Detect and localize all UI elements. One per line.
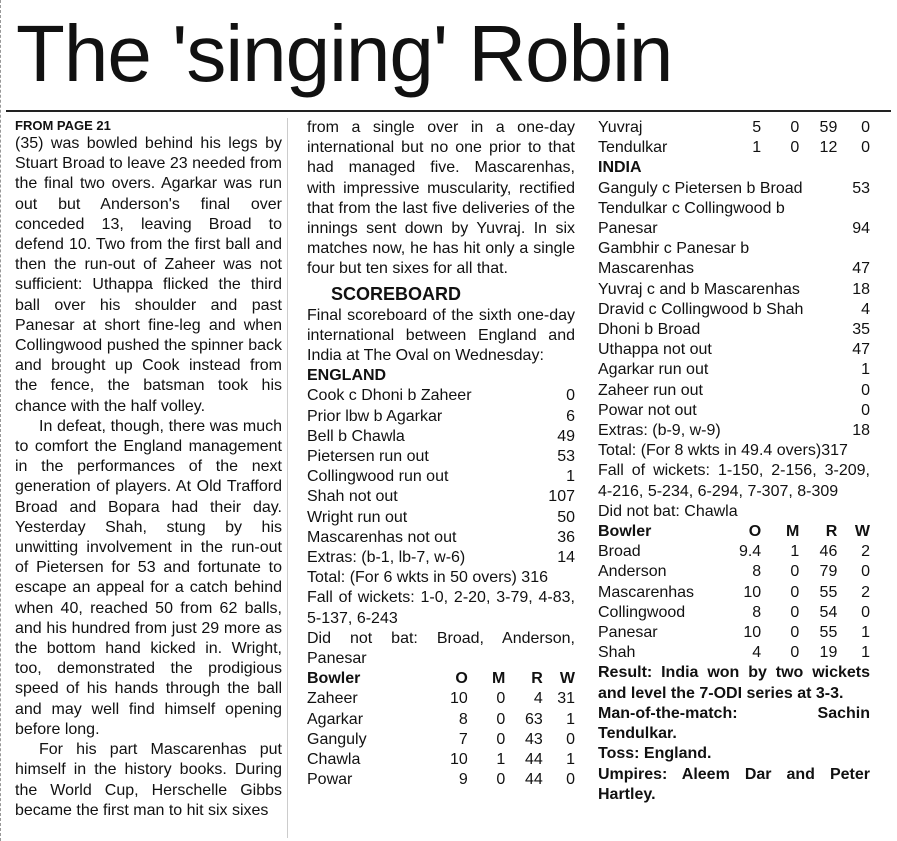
- bowling-figure: 44: [525, 751, 543, 769]
- paragraph: (35) was bowled behind his legs by Stuart Broad to leave 23 needed from the final two overs. Agarkar was run out but Anderson's final over conceded 13, leaving Broad to defend 10. Two from the first ball and then the run-out of Zaheer was not sufficient: Uthappa flicked the third ball over his shoulder and past Panesar at short fine-leg and when Collingwood pushed the spinner back and brought up Cook instead from the fence, the batsman took his chance with the half volley.: [15, 135, 282, 415]
- article-column-1: [15, 118, 282, 821]
- bowling-row: [598, 603, 870, 623]
- scoreboard-intro: Final scoreboard of the sixth one-day international between England and India at The Oval on Wednesday:: [307, 306, 575, 365]
- bowling-figure: 44: [525, 771, 543, 789]
- bowling-figure: 8: [458, 710, 468, 728]
- bowling-figure: 1: [566, 710, 575, 728]
- batting-row: [598, 280, 870, 300]
- batting-list-england: [307, 386, 575, 568]
- batting-row: [598, 340, 870, 360]
- batting-row: [307, 386, 575, 406]
- batsman-name: Yuvraj c and b Mascarenhas: [598, 280, 800, 298]
- batting-row: [598, 360, 870, 380]
- bowling-figure: 8: [752, 603, 762, 621]
- article-column-2: [307, 118, 575, 791]
- batsman-name: Pietersen run out: [307, 448, 429, 466]
- team-heading-england: ENGLAND: [307, 367, 387, 385]
- bowling-figure: 54: [819, 603, 838, 621]
- did-not-bat: Did not bat: Chawla: [598, 502, 738, 520]
- bowler-name: Shah: [598, 644, 636, 662]
- bowling-figure: 0: [861, 563, 870, 581]
- bowling-header-cell: R: [825, 523, 838, 541]
- bowling-figure: 0: [496, 690, 506, 708]
- bowler-name: Panesar: [598, 624, 658, 642]
- batsman-name: Mascarenhas: [598, 260, 695, 278]
- bowling-figure: 7: [458, 730, 468, 748]
- bowling-row: [307, 689, 575, 709]
- bowler-name: Mascarenhas: [598, 583, 695, 601]
- fall-of-wickets: Fall of wickets: 1-150, 2-156, 3-209, 4-216, 5-234, 6-294, 7-307, 8-309: [598, 462, 870, 500]
- batsman-name: Wright run out: [307, 508, 408, 526]
- batsman-runs: 49: [557, 427, 575, 445]
- batting-row: [598, 421, 870, 441]
- bowling-table-england: [598, 522, 870, 663]
- batsman-name: Dhoni b Broad: [598, 321, 701, 339]
- batsman-runs: 47: [852, 260, 870, 278]
- batting-row: [598, 300, 870, 320]
- bowling-header-cell: O: [748, 523, 762, 541]
- bowling-row: [307, 770, 575, 790]
- batsman-runs: 18: [852, 422, 870, 440]
- bowling-header-row: [598, 522, 870, 542]
- bowling-figure: 0: [861, 139, 870, 157]
- bowling-table-india: [307, 669, 575, 790]
- batsman-runs: 0: [861, 381, 870, 399]
- paragraph: from a single over in a one-day international but no one prior to that had managed five. Mascarenhas, with impressive muscularity, rectified that from the last five deliveries of the innings sent down by Yuvraj. In six matches now, he has hit only a single four but ten sixes for all that.: [307, 119, 575, 278]
- batsman-name: Zaheer run out: [598, 381, 703, 399]
- bowling-figure: 0: [861, 603, 870, 621]
- bowling-figure: 0: [790, 139, 800, 157]
- bowling-figure: 0: [496, 730, 506, 748]
- bowling-figure: 2: [861, 583, 870, 601]
- bowling-table-continued: [598, 118, 870, 158]
- bowler-name: Broad: [598, 543, 641, 561]
- cut-line: [0, 0, 8, 841]
- bowling-figure: 0: [861, 119, 870, 136]
- bowling-figure: 4: [533, 690, 543, 708]
- batsman-runs: 1: [861, 361, 870, 379]
- batsman-runs: 36: [557, 528, 575, 546]
- bowler-name: Ganguly: [307, 730, 367, 748]
- batsman-runs: 94: [852, 220, 870, 238]
- batsman-runs: 107: [548, 488, 575, 506]
- bowling-row: [307, 710, 575, 730]
- bowling-figure: 55: [819, 624, 838, 642]
- bowling-figure: 0: [790, 603, 800, 621]
- bowling-figure: 59: [819, 119, 838, 136]
- bowling-figure: 63: [525, 710, 543, 728]
- bowling-figure: 19: [819, 644, 838, 662]
- result-line: Result: India won by two wickets and level the 7-ODI series at 3-3.: [598, 664, 870, 702]
- batting-row: [307, 407, 575, 427]
- bowling-figure: 1: [496, 751, 506, 769]
- bowling-header-row: [307, 669, 575, 689]
- bowling-figure: 1: [861, 644, 870, 662]
- toss-line: Toss: England.: [598, 745, 712, 763]
- batting-row: [598, 401, 870, 421]
- total-line: Total: (For 6 wkts in 50 overs) 316: [307, 569, 548, 587]
- bowling-header-cell: R: [531, 670, 543, 688]
- batting-row: [307, 548, 575, 568]
- bowling-row: [598, 583, 870, 603]
- bowling-row: [307, 730, 575, 750]
- bowling-figure: 46: [819, 543, 838, 561]
- batsman-name: Collingwood run out: [307, 468, 449, 486]
- batsman-name: Extras: (b-1, lb-7, w-6): [307, 549, 466, 567]
- bowling-row: [598, 118, 870, 138]
- bowler-name: Tendulkar: [598, 139, 668, 157]
- batsman-runs: 14: [557, 549, 575, 567]
- bowling-figure: 10: [449, 751, 468, 769]
- batsman-runs: 6: [566, 407, 575, 425]
- bowling-figure: 10: [743, 624, 762, 642]
- bowler-name: Powar: [307, 771, 353, 789]
- batting-row: [307, 528, 575, 548]
- batsman-runs: 18: [852, 280, 870, 298]
- batting-row: [598, 381, 870, 401]
- kicker: FROM PAGE 21: [15, 118, 111, 133]
- bowling-figure: 55: [819, 583, 838, 601]
- bowler-name: Collingwood: [598, 603, 686, 621]
- bowler-name: Chawla: [307, 751, 361, 769]
- bowling-row: [307, 750, 575, 770]
- bowling-figure: 9.4: [738, 543, 762, 561]
- batsman-name: Bell b Chawla: [307, 427, 405, 445]
- batsman-runs: 50: [557, 508, 575, 526]
- bowling-header-cell: O: [455, 670, 468, 688]
- bowler-name: Zaheer: [307, 690, 358, 708]
- bowling-figure: 0: [496, 710, 506, 728]
- bowling-figure: 9: [458, 771, 468, 789]
- batsman-name: Ganguly c Pietersen b Broad: [598, 179, 803, 197]
- bowling-header-cell: Bowler: [598, 523, 652, 541]
- man-of-the-match: Man-of-the-match: Sachin Tendulkar.: [598, 704, 870, 743]
- bowling-figure: 43: [525, 730, 543, 748]
- batsman-runs: 4: [861, 300, 870, 318]
- paragraph: In defeat, though, there was much to comfort the England management in the performances of the next generation of players. At Old Trafford Broad and Bopara had their day. Yesterday Shah, stung by his unwitting involvement in the run-out of Pietersen for 53 and fortunate to escape an appeal for a catch behind when 40, reached 50 from 62 balls, and his hundred from just 29 more as the bottom hand kicked in. Wright, too, demonstrated the prodigious speed of his hands through the ball and may well find himself opening before long.: [15, 417, 282, 738]
- article-column-3: [598, 118, 870, 805]
- batting-row: [307, 447, 575, 467]
- bowling-row: [598, 643, 870, 663]
- bowling-header-cell: M: [491, 670, 506, 688]
- bowling-header-cell: Bowler: [307, 670, 361, 688]
- bowler-name: Yuvraj: [598, 119, 643, 136]
- batting-row: [598, 219, 870, 239]
- batsman-name: Shah not out: [307, 488, 398, 506]
- bowling-header-cell: M: [785, 523, 800, 541]
- bowling-figure: 0: [566, 771, 575, 789]
- bowling-figure: 0: [790, 624, 800, 642]
- batsman-name: Cook c Dhoni b Zaheer: [307, 387, 472, 405]
- batsman-name: Uthappa not out: [598, 341, 712, 359]
- batsman-runs: 1: [566, 468, 575, 486]
- bowling-figure: 0: [496, 771, 506, 789]
- bowling-figure: 79: [819, 563, 838, 581]
- bowling-figure: 5: [752, 119, 762, 136]
- bowling-figure: 1: [566, 751, 575, 769]
- batsman-runs: 35: [852, 321, 870, 339]
- batsman-runs: 53: [557, 448, 575, 466]
- bowler-name: Agarkar: [307, 710, 364, 728]
- bowling-figure: 8: [752, 563, 762, 581]
- batting-row: [598, 179, 870, 199]
- batsman-name: Tendulkar c Collingwood b: [598, 199, 785, 217]
- fall-of-wickets: Fall of wickets: 1-0, 2-20, 3-79, 4-83, 5-137, 6-243: [307, 589, 575, 627]
- bowling-figure: 0: [790, 644, 800, 662]
- headline-area: [6, 6, 891, 112]
- bowling-row: [598, 562, 870, 582]
- bowling-figure: 0: [790, 119, 800, 136]
- batting-row: [307, 427, 575, 447]
- bowling-figure: 10: [449, 690, 468, 708]
- bowling-figure: 1: [861, 624, 870, 642]
- batsman-runs: 0: [566, 387, 575, 405]
- bowling-figure: 0: [566, 730, 575, 748]
- batting-row: [598, 259, 870, 279]
- column-rule: [287, 118, 288, 838]
- batsman-name: Dravid c Collingwood b Shah: [598, 300, 804, 318]
- did-not-bat: Did not bat: Broad, Anderson, Panesar: [307, 629, 575, 668]
- bowling-figure: 10: [743, 583, 762, 601]
- batting-row: [307, 487, 575, 507]
- bowling-figure: 31: [557, 690, 575, 708]
- bowler-name: Anderson: [598, 563, 667, 581]
- bowling-figure: 0: [790, 563, 800, 581]
- batsman-name: Mascarenhas not out: [307, 528, 457, 546]
- batsman-name: Gambhir c Panesar b: [598, 240, 750, 258]
- batting-row: [598, 320, 870, 340]
- bowling-figure: 1: [790, 543, 800, 561]
- batsman-runs: 47: [852, 341, 870, 359]
- batsman-runs: 53: [852, 179, 870, 197]
- total-line: Total: (For 8 wkts in 49.4 overs)317: [598, 442, 848, 460]
- team-heading-india: INDIA: [598, 159, 642, 177]
- batsman-name: Agarkar run out: [598, 361, 709, 379]
- paragraph: For his part Mascarenhas put himself in the history books. During the World Cup, Herschelle Gibbs became the first man to hit six sixes: [15, 741, 282, 819]
- bowling-figure: 0: [790, 583, 800, 601]
- batting-row: [307, 508, 575, 528]
- scoreboard-heading: SCOREBOARD: [331, 283, 462, 304]
- bowling-row: [598, 138, 870, 158]
- batsman-name: Prior lbw b Agarkar: [307, 407, 443, 425]
- batsman-runs: [842, 199, 870, 219]
- page-title: The 'singing' Robin: [16, 9, 673, 98]
- batsman-name: Panesar: [598, 220, 658, 238]
- bowling-figure: 1: [752, 139, 762, 157]
- umpires-line: Umpires: Aleem Dar and Peter Hartley.: [598, 765, 870, 803]
- batsman-runs: [842, 239, 870, 259]
- bowling-row: [598, 542, 870, 562]
- bowling-header-cell: W: [559, 670, 575, 688]
- batting-list-india: [598, 179, 870, 442]
- bowling-figure: 2: [861, 543, 870, 561]
- batting-row: [307, 467, 575, 487]
- bowling-row: [598, 623, 870, 643]
- batting-row: [598, 239, 870, 259]
- bowling-header-cell: W: [854, 523, 870, 541]
- batsman-name: Powar not out: [598, 401, 697, 419]
- bowling-figure: 4: [752, 644, 762, 662]
- batting-row: [598, 199, 870, 219]
- batsman-runs: 0: [861, 401, 870, 419]
- batsman-name: Extras: (b-9, w-9): [598, 422, 721, 440]
- bowling-figure: 12: [819, 139, 838, 157]
